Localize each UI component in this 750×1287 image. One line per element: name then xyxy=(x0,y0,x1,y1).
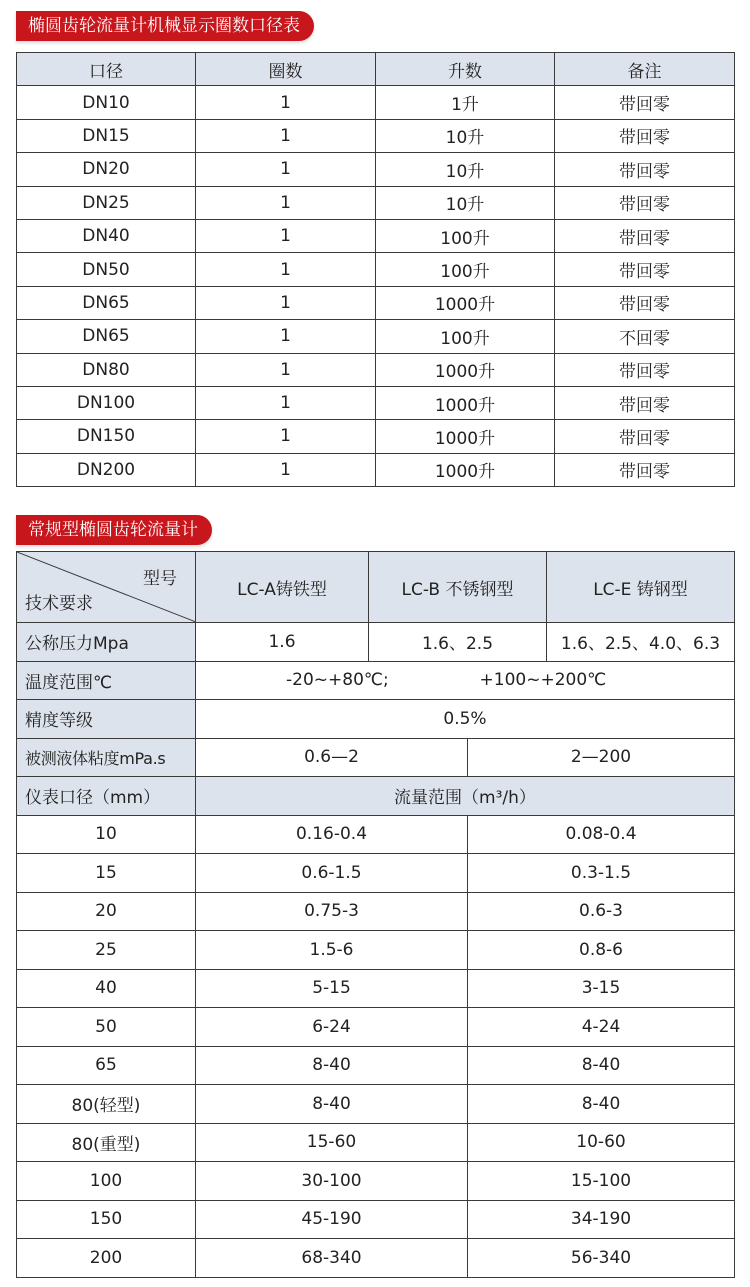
flow-range-header: 流量范围（m³/h） xyxy=(196,777,735,816)
cell: 10升 xyxy=(376,153,555,186)
cell: 15 xyxy=(17,854,196,893)
cell: 1000升 xyxy=(376,386,555,419)
cell: 1升 xyxy=(376,86,555,119)
caliber-header-row xyxy=(17,777,735,816)
cell: 带回零 xyxy=(555,420,735,453)
cell: 1.6、2.5、4.0、6.3 xyxy=(547,623,735,662)
cell: 100升 xyxy=(376,253,555,286)
column-header: 口径 xyxy=(17,53,196,86)
cell: DN65 xyxy=(17,320,196,353)
section-title-caliber-table: 椭圆齿轮流量计机械显示圈数口径表 xyxy=(16,11,314,41)
corner-header-cell xyxy=(17,552,196,623)
cell: 0.16-0.4 xyxy=(196,815,468,854)
corner-label-model: 型号 xyxy=(143,569,177,589)
cell: 150 xyxy=(17,1200,196,1239)
cell: 10-60 xyxy=(468,1123,735,1162)
row-label: 仪表口径（mm） xyxy=(17,777,196,816)
table-row xyxy=(17,119,735,152)
column-header: 圈数 xyxy=(196,53,376,86)
cell: 带回零 xyxy=(555,119,735,152)
cell: 2—200 xyxy=(468,738,735,777)
cell: 3-15 xyxy=(468,969,735,1008)
cell: 1 xyxy=(196,219,376,252)
viscosity-row xyxy=(17,738,735,777)
table-header-row xyxy=(17,53,735,86)
cell: DN15 xyxy=(17,119,196,152)
cell: 带回零 xyxy=(555,153,735,186)
cell: 1000升 xyxy=(376,420,555,453)
cell: 0.8-6 xyxy=(468,931,735,970)
cell: 带回零 xyxy=(555,453,735,486)
cell: 带回零 xyxy=(555,353,735,386)
table-row xyxy=(17,253,735,286)
table-row xyxy=(17,353,735,386)
model-header: LC-A铸铁型 xyxy=(196,552,369,623)
cell: 100升 xyxy=(376,219,555,252)
table-row xyxy=(17,1239,735,1278)
cell: 15-60 xyxy=(196,1123,468,1162)
cell: 0.6-3 xyxy=(468,892,735,931)
cell: 带回零 xyxy=(555,86,735,119)
cell: 0.75-3 xyxy=(196,892,468,931)
cell: 34-190 xyxy=(468,1200,735,1239)
cell: 1.5-6 xyxy=(196,931,468,970)
cell: 80(轻型) xyxy=(17,1085,196,1124)
cell: 10 xyxy=(17,815,196,854)
cell: DN40 xyxy=(17,219,196,252)
cell xyxy=(196,661,735,700)
table-row xyxy=(17,892,735,931)
table-row xyxy=(17,86,735,119)
cell: DN50 xyxy=(17,253,196,286)
table-row xyxy=(17,931,735,970)
cell: 1 xyxy=(196,353,376,386)
table-row xyxy=(17,1046,735,1085)
table-row xyxy=(17,320,735,353)
cell: 100 xyxy=(17,1162,196,1201)
table-row xyxy=(17,969,735,1008)
cell: 15-100 xyxy=(468,1162,735,1201)
model-row xyxy=(17,552,735,623)
cell: 0.3-1.5 xyxy=(468,854,735,893)
cell: 1 xyxy=(196,286,376,319)
table-row xyxy=(17,1162,735,1201)
table-row xyxy=(17,854,735,893)
column-header: 升数 xyxy=(376,53,555,86)
cell: DN100 xyxy=(17,386,196,419)
table-row xyxy=(17,1008,735,1047)
row-label: 公称压力Mpa xyxy=(17,623,196,662)
temperature-row xyxy=(17,661,735,700)
cell: 40 xyxy=(17,969,196,1008)
cell: 1.6 xyxy=(196,623,369,662)
cell: 30-100 xyxy=(196,1162,468,1201)
cell: DN25 xyxy=(17,186,196,219)
table-row xyxy=(17,186,735,219)
cell: 4-24 xyxy=(468,1008,735,1047)
cell: 68-340 xyxy=(196,1239,468,1278)
cell: 1 xyxy=(196,320,376,353)
cell: 10升 xyxy=(376,119,555,152)
cell: 200 xyxy=(17,1239,196,1278)
cell: 50 xyxy=(17,1008,196,1047)
cell: DN200 xyxy=(17,453,196,486)
cell: 5-15 xyxy=(196,969,468,1008)
table-row xyxy=(17,453,735,486)
cell: 0.5% xyxy=(196,700,735,739)
table-row xyxy=(17,286,735,319)
cell: 0.08-0.4 xyxy=(468,815,735,854)
column-header: 备注 xyxy=(555,53,735,86)
cell: 带回零 xyxy=(555,386,735,419)
cell: 1 xyxy=(196,153,376,186)
cell: DN80 xyxy=(17,353,196,386)
cell: 1 xyxy=(196,453,376,486)
section-title-spec-table: 常规型椭圆齿轮流量计 xyxy=(16,515,212,545)
corner-label-spec: 技术要求 xyxy=(25,594,93,614)
cell: 1 xyxy=(196,119,376,152)
temperature-value-b: +100~+200℃ xyxy=(479,670,607,691)
table-row xyxy=(17,153,735,186)
accuracy-row xyxy=(17,700,735,739)
cell: DN20 xyxy=(17,153,196,186)
table-row xyxy=(17,386,735,419)
table-row xyxy=(17,1200,735,1239)
cell: 1 xyxy=(196,186,376,219)
cell: 6-24 xyxy=(196,1008,468,1047)
table-row xyxy=(17,1123,735,1162)
cell: 8-40 xyxy=(468,1085,735,1124)
cell: 带回零 xyxy=(555,219,735,252)
cell: 8-40 xyxy=(468,1046,735,1085)
cell: 1000升 xyxy=(376,353,555,386)
temperature-value-a: -20~+80℃; xyxy=(286,670,389,691)
cell: 8-40 xyxy=(196,1085,468,1124)
cell: 带回零 xyxy=(555,286,735,319)
caliber-turns-table xyxy=(16,52,735,487)
row-label: 被测液体粘度mPa.s xyxy=(17,738,196,777)
cell: 0.6—2 xyxy=(196,738,468,777)
row-label: 精度等级 xyxy=(17,700,196,739)
table-row xyxy=(17,420,735,453)
cell: 1 xyxy=(196,386,376,419)
cell: 8-40 xyxy=(196,1046,468,1085)
cell: 1.6、2.5 xyxy=(369,623,547,662)
cell: 45-190 xyxy=(196,1200,468,1239)
cell: 65 xyxy=(17,1046,196,1085)
model-header: LC-B 不锈钢型 xyxy=(369,552,547,623)
cell: 0.6-1.5 xyxy=(196,854,468,893)
table-row xyxy=(17,815,735,854)
cell: DN65 xyxy=(17,286,196,319)
cell: 带回零 xyxy=(555,253,735,286)
pressure-row xyxy=(17,623,735,662)
cell: 20 xyxy=(17,892,196,931)
cell: 56-340 xyxy=(468,1239,735,1278)
cell: 1 xyxy=(196,420,376,453)
table-row xyxy=(17,1085,735,1124)
cell: 100升 xyxy=(376,320,555,353)
row-label: 温度范围℃ xyxy=(17,661,196,700)
cell: DN150 xyxy=(17,420,196,453)
cell: 不回零 xyxy=(555,320,735,353)
cell: 1 xyxy=(196,86,376,119)
cell: 1000升 xyxy=(376,453,555,486)
cell: 25 xyxy=(17,931,196,970)
cell: 1 xyxy=(196,253,376,286)
cell: 80(重型) xyxy=(17,1123,196,1162)
table-row xyxy=(17,219,735,252)
cell: 1000升 xyxy=(376,286,555,319)
cell: 10升 xyxy=(376,186,555,219)
cell: DN10 xyxy=(17,86,196,119)
spec-table xyxy=(16,551,735,1278)
model-header: LC-E 铸钢型 xyxy=(547,552,735,623)
cell: 带回零 xyxy=(555,186,735,219)
